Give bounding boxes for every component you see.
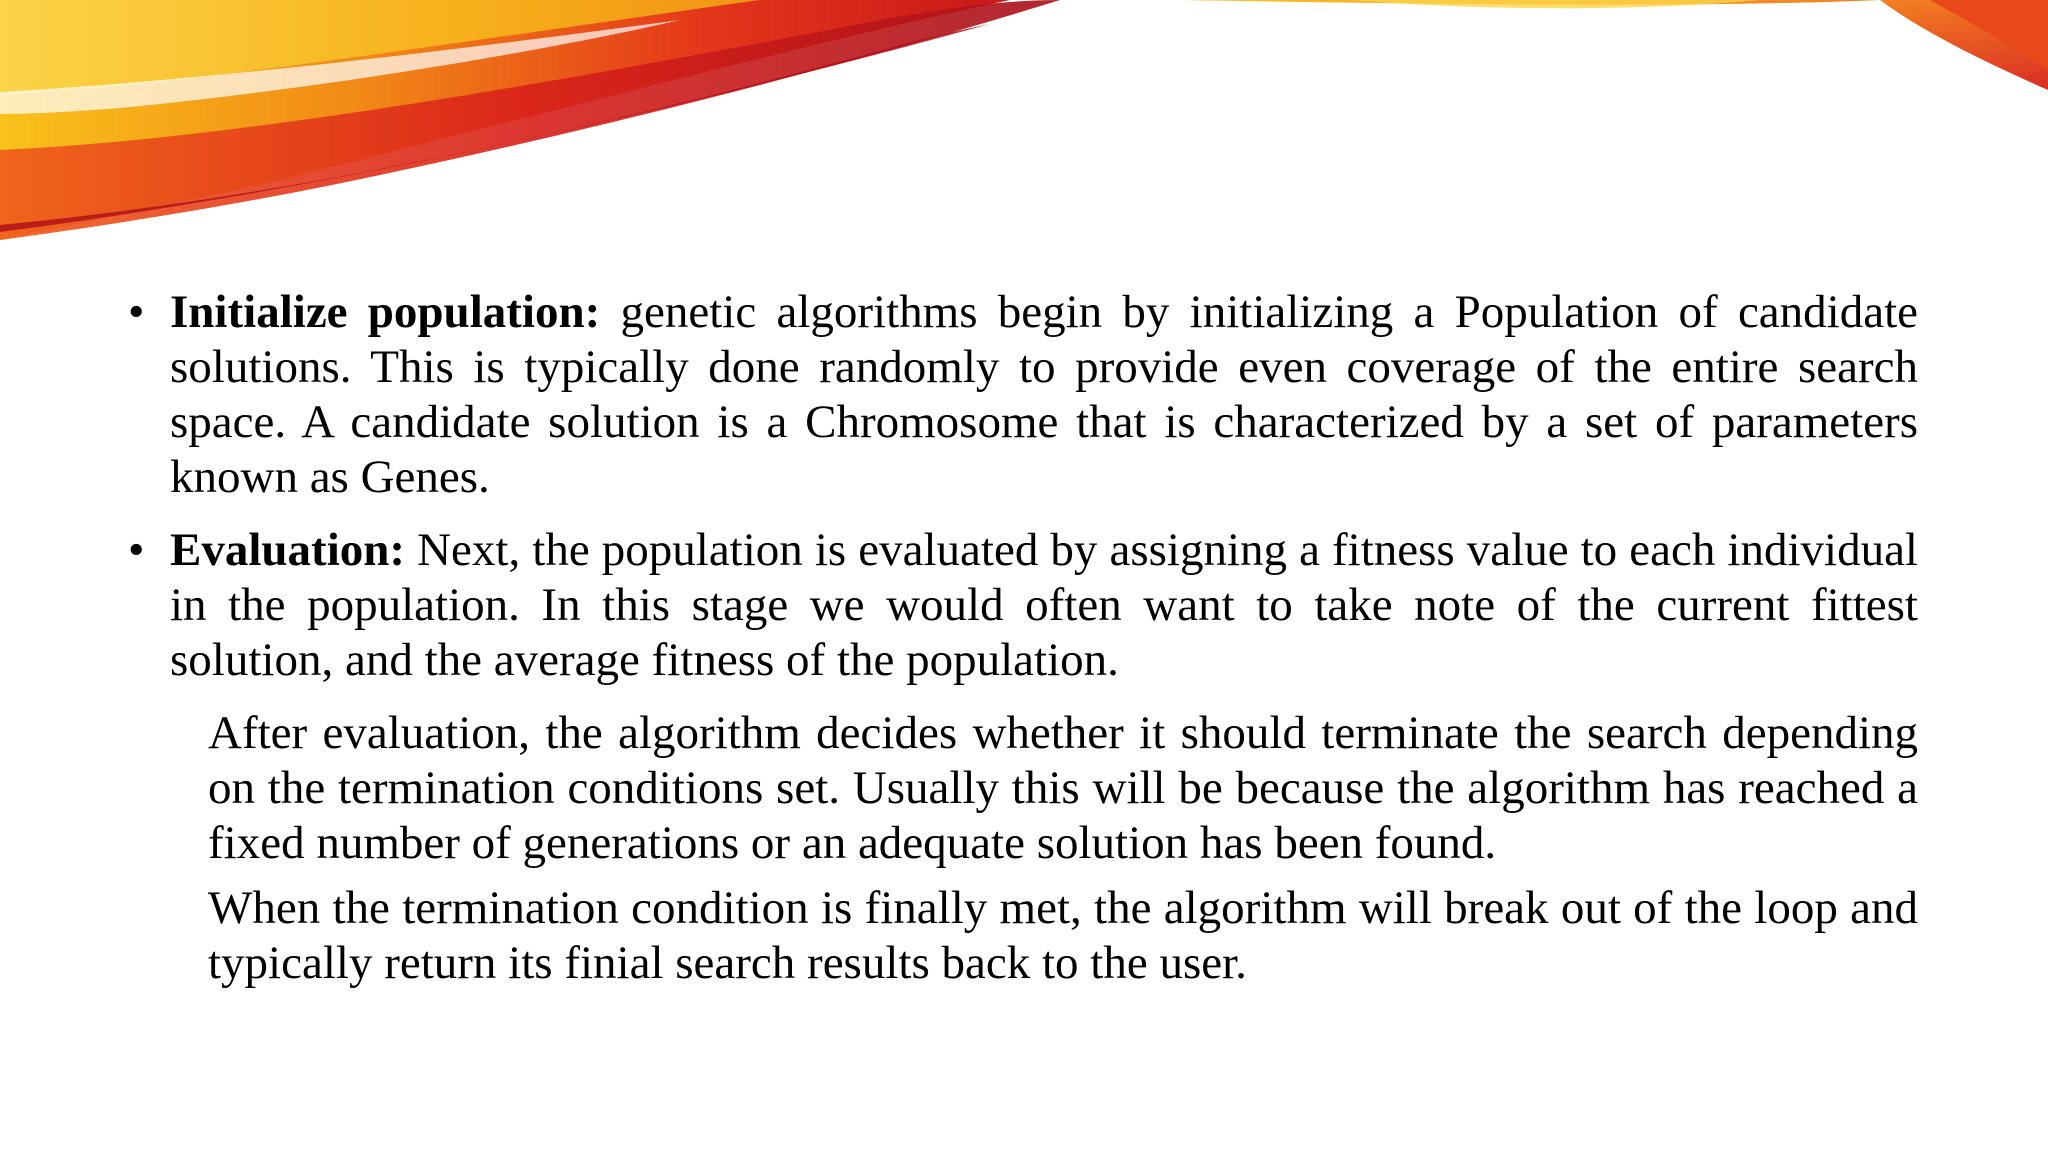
slide-content bbox=[128, 285, 1918, 1001]
ribbon-decoration bbox=[0, 0, 2048, 260]
bullet-text: Next, the population is evaluated by assigning a fitness value to each individual in the population. In this stage we would often want to take note of the current fittest solution, and the average fitness of the population. bbox=[170, 524, 1918, 686]
paragraph-termination-check: After evaluation, the algorithm decides whether it should terminate the search depending on the termination conditions set. Usually this will be because the algorithm has reached a fixed number of generations or an adequate solution has been found. bbox=[208, 707, 1918, 869]
bullet-heading: Evaluation: bbox=[170, 524, 406, 576]
bullet-marker: • bbox=[128, 286, 145, 338]
bullet-evaluation bbox=[128, 523, 1918, 688]
bullet-text: genetic algorithms begin by initializing a Population of candidate solutions. This is typically done randomly to provide even coverage of the entire search space. A candidate solution is a Chromosome that is characterized by a set of parameters known as Genes. bbox=[170, 286, 1919, 503]
bullet-marker: • bbox=[128, 524, 145, 576]
ribbon-band-right bbox=[1180, 0, 2048, 90]
bullet-initialize-population bbox=[128, 285, 1918, 505]
paragraph-termination-met: When the termination condition is finally met, the algorithm will break out of the loop and typically return its finial search results back to the user. bbox=[208, 882, 1918, 989]
ribbon-right-light bbox=[1350, 0, 1760, 8]
bullet-heading: Initialize population: bbox=[170, 286, 601, 338]
